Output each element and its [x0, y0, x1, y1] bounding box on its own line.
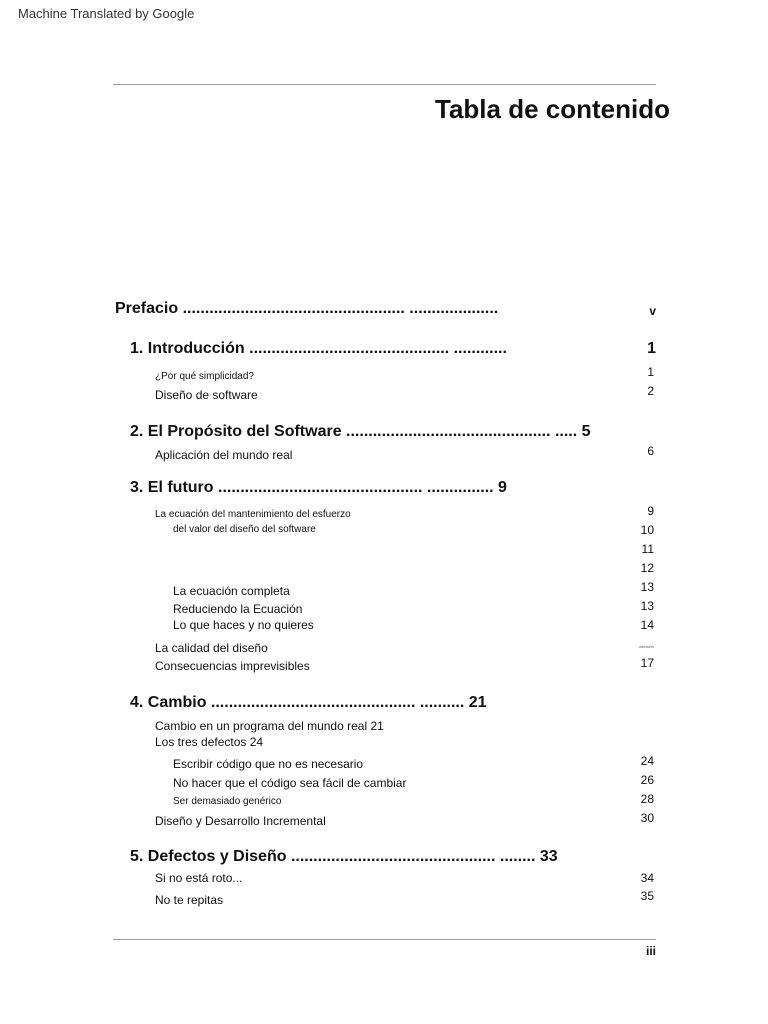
toc-page-11: 11 — [641, 542, 654, 556]
toc-entry-hard-to-change: No hacer que el código sea fácil de cambiar — [173, 776, 407, 790]
toc-page-why-simplicity: 1 — [647, 365, 654, 379]
page-title: Tabla de contenido — [435, 94, 670, 124]
toc-entry-complete-equation: La ecuación completa — [173, 584, 290, 598]
toc-entry-chapter-1: 1. Introducción ............................................. ............ — [130, 340, 507, 357]
toc-entry-three-flaws: Los tres defectos 24 — [155, 735, 264, 749]
toc-entry-chapter-5: 5. Defectos y Diseño .............................................. ........ 33 — [130, 848, 558, 865]
bottom-rule — [113, 939, 656, 940]
toc-page-prefacio: v — [649, 304, 656, 318]
toc-page-hard-to-change: 26 — [640, 773, 654, 787]
page-number: iii — [646, 944, 657, 958]
toc-page-real-world-application: 6 — [647, 444, 654, 458]
toc-entry-real-world-application: Aplicación del mundo real — [155, 448, 293, 462]
toc-entry-reducing-equation: Reduciendo la Ecuación — [173, 602, 303, 616]
toc-entry-design-quality: La calidad del diseño — [155, 641, 268, 655]
top-rule — [113, 84, 656, 85]
toc-entry-design-value: del valor del diseño del software — [173, 524, 316, 535]
toc-entry-maintenance-equation: La ecuación del mantenimiento del esfuerzo — [155, 509, 351, 520]
toc-entry-too-generic: Ser demasiado genérico — [173, 796, 282, 807]
toc-page-design-quality: dieciséis — [638, 644, 654, 649]
toc-entry-incremental-design: Diseño y Desarrollo Incremental — [155, 814, 326, 828]
toc-page-maintenance-equation: 9 — [647, 504, 654, 518]
toc-page-reducing-equation: 13 — [640, 599, 654, 613]
toc-entry-chapter-3: 3. El futuro .............................................. ............... 9 — [130, 479, 507, 496]
toc-entry-why-simplicity: ¿Por qué simplicidad? — [155, 371, 254, 382]
toc-page-too-generic: 28 — [640, 792, 654, 806]
toc-page-12: 12 — [640, 561, 654, 575]
translation-notice: Machine Translated by Google — [18, 6, 195, 21]
toc-entry-prefacio: Prefacio .................................................. .................... — [115, 300, 499, 317]
toc-page-incremental-design: 30 — [640, 811, 654, 825]
toc-page-unpredictable-consequences: 17 — [640, 656, 654, 670]
toc-page-if-not-broken: 34 — [640, 871, 654, 885]
toc-entry-chapter-2: 2. El Propósito del Software .............................................. ..... 5 — [130, 423, 591, 440]
toc-entry-unneeded-code: Escribir código que no es necesario — [173, 757, 364, 771]
toc-entry-if-not-broken: Si no está roto... — [155, 871, 243, 885]
toc-page-design-value: 10 — [640, 523, 654, 537]
toc-page-chapter-1: 1 — [647, 340, 656, 357]
toc-page-dont-repeat: 35 — [640, 889, 654, 903]
toc-entry-dont-repeat: No te repitas — [155, 893, 224, 907]
toc-entry-software-design: Diseño de software — [155, 388, 258, 402]
toc-page-software-design: 2 — [647, 384, 654, 398]
toc-page-unneeded-code: 24 — [640, 754, 654, 768]
toc-entry-chapter-4: 4. Cambio .............................................. .......... 21 — [130, 694, 487, 711]
toc-entry-change-real-program: Cambio en un programa del mundo real 21 — [155, 719, 384, 733]
toc-page-what-you-do: 14 — [640, 618, 654, 632]
toc-entry-unpredictable-consequences: Consecuencias imprevisibles — [155, 659, 310, 673]
toc-entry-what-you-do: Lo que haces y no quieres — [173, 618, 314, 632]
toc-page-complete-equation: 13 — [640, 580, 654, 594]
